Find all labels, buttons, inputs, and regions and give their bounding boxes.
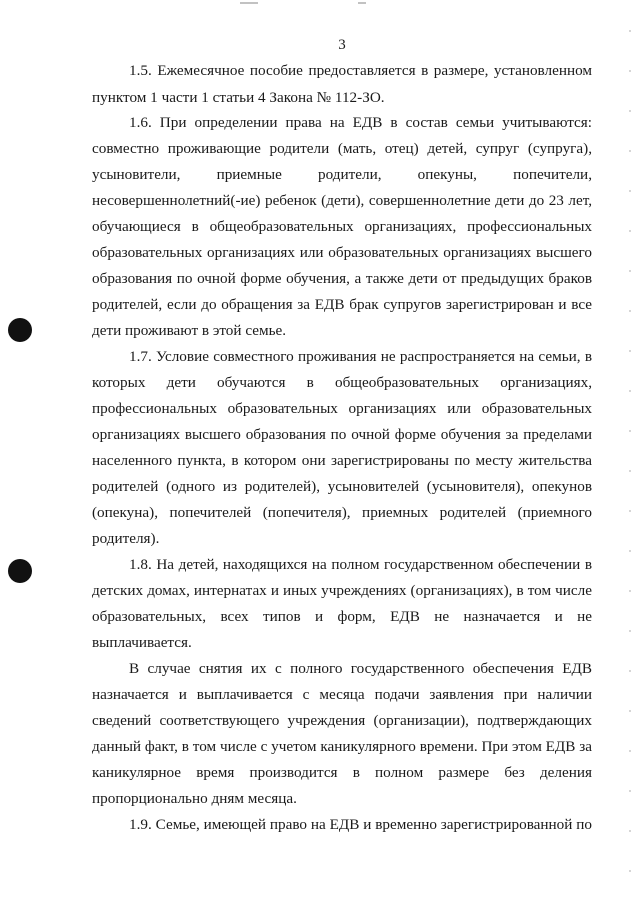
scan-speck <box>358 2 366 4</box>
scan-speck <box>240 2 258 4</box>
scan-edge-marks <box>629 30 631 890</box>
paragraph-1-6-line: родителей, если до обращения за ЕДВ брак супругов зарегистрирован и все <box>92 296 592 313</box>
paragraph-1-7-line: родителя). <box>92 530 160 547</box>
paragraph-1-8b-line: данный факт, в том числе с учетом каникулярного времени. При этом ЕДВ за <box>92 738 592 755</box>
paragraph-1-5-line: 1.5. Ежемесячное пособие предоставляется в размере, установленном <box>129 62 592 79</box>
paragraph-1-6-line: обучающиеся в общеобразовательных организациях, профессиональных <box>92 218 592 235</box>
paragraph-1-5-line: пунктом 1 части 1 статьи 4 Закона № 112-ЗО. <box>92 89 385 106</box>
paragraph-1-8-line: образовательных, всех типов и форм, ЕДВ не назначается и не <box>92 608 592 625</box>
paragraph-1-6-line: усыновители, приемные родители, опекуны, попечители, <box>92 166 592 183</box>
paragraph-1-6-line: 1.6. При определении права на ЕДВ в состав семьи учитываются: <box>129 114 592 131</box>
paragraph-1-8b-line: В случае снятия их с полного государственного обеспечения ЕДВ <box>129 660 592 677</box>
paragraph-1-6-line: образования по очной форме обучения, а также дети от предыдущих браков <box>92 270 592 287</box>
page-number: 3 <box>338 37 346 53</box>
paragraph-1-8-line: 1.8. На детей, находящихся на полном государственном обеспечении в <box>129 556 592 573</box>
paragraph-1-8b-line: сведений соответствующего учреждения (организации), подтверждающих <box>92 712 592 729</box>
paragraph-1-8b-line: пропорционально дням месяца. <box>92 790 297 807</box>
paragraph-1-7-line: профессиональных образовательных организациях или образовательных <box>92 400 592 417</box>
paragraph-1-6-line: несовершеннолетний(-ие) ребенок (дети), совершеннолетние дети до 23 лет, <box>92 192 592 209</box>
paragraph-1-7-line: родителей (одного из родителей), усыновителей (усыновителя), опекунов <box>92 478 592 495</box>
paragraph-1-6-line: дети проживают в этой семье. <box>92 322 287 339</box>
paragraph-1-8b-line: каникулярное время производится в полном размере без деления <box>92 764 592 781</box>
paragraph-1-7-line: 1.7. Условие совместного проживания не распространяется на семьи, в <box>129 348 592 365</box>
paragraph-1-6-line: образовательных организациях или образовательных организациях высшего <box>92 244 592 261</box>
paragraph-1-6-line: совместно проживающие родители (мать, отец) детей, супруг (супруга), <box>92 140 592 157</box>
paragraph-1-8b-line: назначается и выплачивается с месяца подачи заявления при наличии <box>92 686 592 703</box>
paragraph-1-7-line: организациях высшего образования по очной форме обучения за пределами <box>92 426 592 443</box>
punch-hole-top <box>8 318 32 342</box>
paragraph-1-7-line: (опекуна), попечителей (попечителя), приемных родителей (приемного <box>92 504 592 521</box>
paragraph-1-7-line: населенного пункта, в котором они зарегистрированы по месту жительства <box>92 452 592 469</box>
paragraph-1-9-line: 1.9. Семье, имеющей право на ЕДВ и временно зарегистрированной по <box>129 816 592 833</box>
paragraph-1-8-line: детских домах, интернатах и иных учреждениях (организациях), в том числе <box>92 582 592 599</box>
punch-hole-bottom <box>8 559 32 583</box>
paragraph-1-7-line: которых дети обучаются в общеобразовательных организациях, <box>92 374 592 391</box>
paragraph-1-8-line: выплачивается. <box>92 634 192 651</box>
